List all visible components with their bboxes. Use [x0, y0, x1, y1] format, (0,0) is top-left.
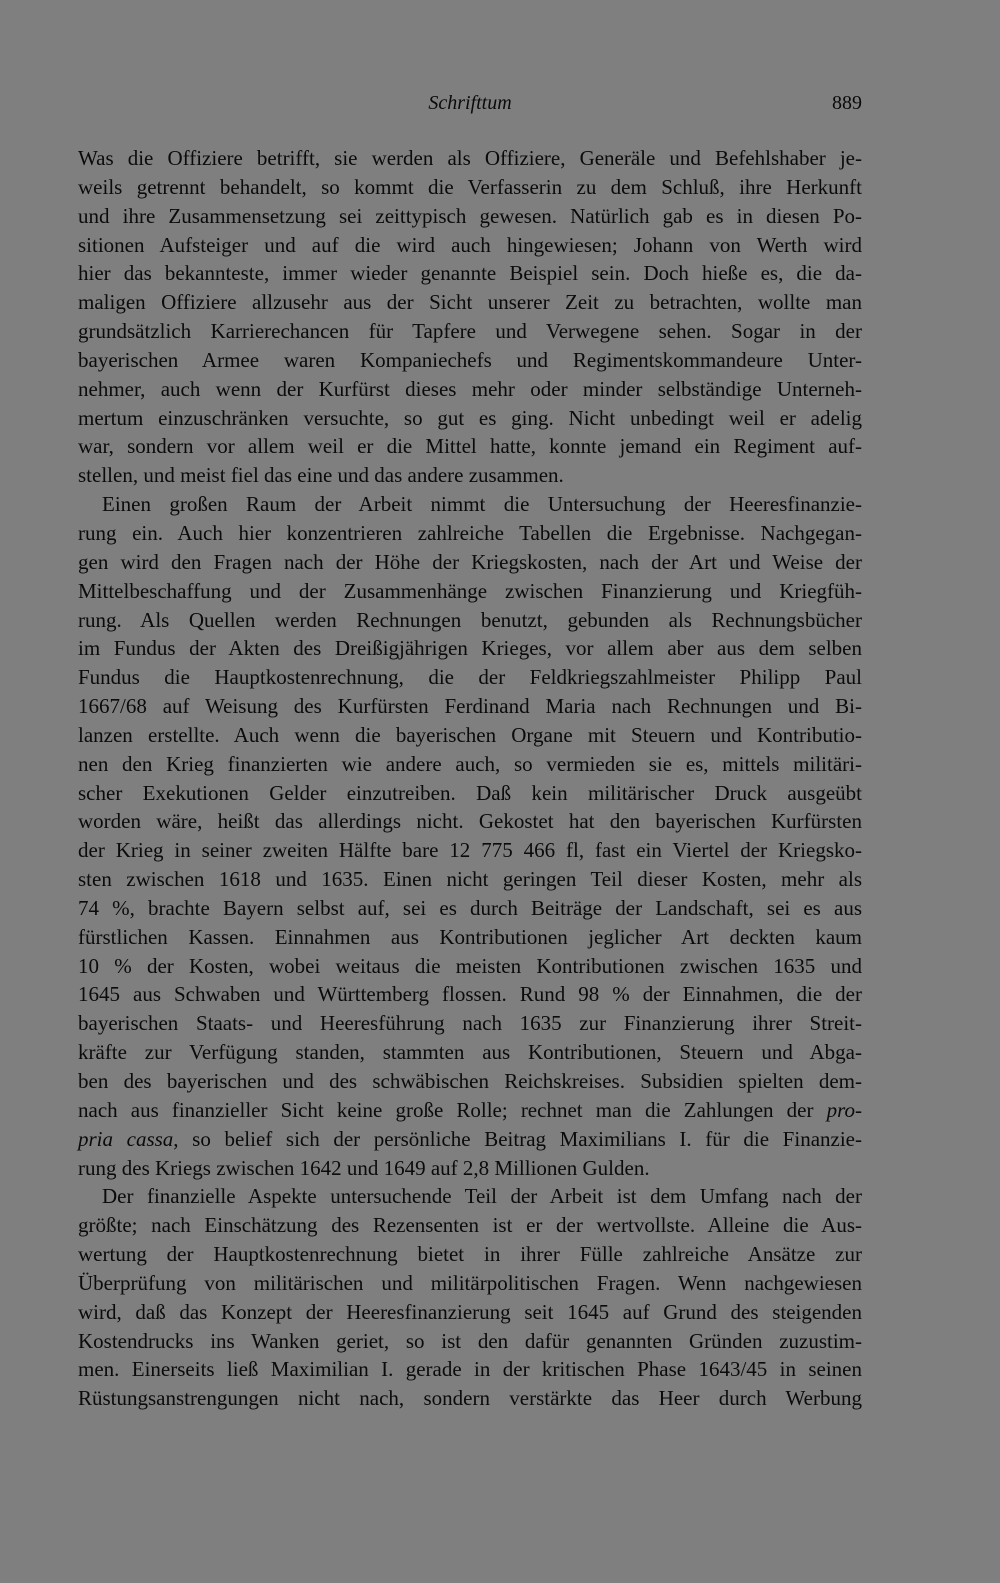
text-line: rung. Als Quellen werden Rechnungen benutzt, gebunden als Rechnungsbücher — [78, 607, 862, 632]
text-line: Kostendrucks ins Wanken geriet, so ist den dafür genannten Gründen zuzustim- — [78, 1328, 862, 1353]
text-line: gen wird den Fragen nach der Höhe der Kriegskosten, nach der Art und Weise der — [78, 549, 862, 574]
text-line: sitionen Aufsteiger und auf die wird auch hingewiesen; Johann von Werth wird — [78, 232, 862, 257]
running-head — [78, 88, 862, 118]
text-line: Rüstungsanstrengungen nicht nach, sondern verstärkte das Heer durch Werbung — [78, 1386, 862, 1411]
text-line: rung des Kriegs zwischen 1642 und 1649 auf 2,8 Millionen Gulden. — [78, 1155, 650, 1180]
text-line — [78, 1125, 862, 1154]
text-line: 74 %, brachte Bayern selbst auf, sei es durch Beiträge der Landschaft, sei es aus — [78, 895, 862, 920]
text-line: und ihre Zusammensetzung sei zeittypisch gewesen. Natürlich gab es in diesen Po- — [78, 203, 862, 228]
text-line: hier das bekannteste, immer wieder genannte Beispiel sein. Doch hieße es, die da- — [78, 261, 862, 286]
text-line: wertung der Hauptkostenrechnung bietet in ihrer Fülle zahlreiche Ansätze zur — [78, 1242, 862, 1267]
text-line: lanzen erstellte. Auch wenn die bayerischen Organe mit Steuern und Kontributio- — [78, 722, 862, 747]
text-line: scher Exekutionen Gelder einzutreiben. Daß kein militärischer Druck ausgeübt — [78, 780, 862, 805]
text-line: Mittelbeschaffung und der Zusammenhänge zwischen Finanzierung und Kriegfüh- — [78, 578, 862, 603]
text-line: ben des bayerischen und des schwäbischen Reichskreises. Subsidien spielten dem- — [78, 1069, 862, 1093]
text-line: kräfte zur Verfügung standen, stammten aus Kontributionen, Steuern und Abga- — [78, 1040, 862, 1065]
text-line: stellen, und meist fiel das eine und das andere zusammen. — [78, 463, 564, 488]
text-line: 1667/68 auf Weisung des Kurfürsten Ferdinand Maria nach Rechnungen und Bi- — [78, 694, 862, 719]
text-line: 10 % der Kosten, wobei weitaus die meisten Kontributionen zwischen 1635 und — [78, 953, 862, 978]
text-line — [78, 1096, 862, 1125]
text-line: fürstlichen Kassen. Einnahmen aus Kontributionen jeglicher Art deckten kaum — [78, 924, 862, 949]
text-line: Überprüfung von militärischen und militärpolitischen Fragen. Wenn nachgewiesen — [78, 1270, 862, 1295]
text-line: 1645 aus Schwaben und Württemberg flossen. Rund 98 % der Einnahmen, die der — [78, 982, 862, 1007]
text-line: Fundus die Hauptkostenrechnung, die der Feldkriegszahlmeister Philipp Paul — [78, 665, 862, 690]
running-title: Schrifttum — [428, 92, 512, 114]
italic-text: pria cassa — [78, 1126, 174, 1151]
text-line: Was die Offiziere betrifft, sie werden als Offiziere, Generäle und Befehlshaber je- — [78, 146, 862, 170]
page-number: 889 — [832, 92, 862, 114]
text-line: men. Einerseits ließ Maximilian I. gerade in der kritischen Phase 1643/45 in seinen — [78, 1357, 862, 1382]
paragraph-1 — [78, 144, 862, 490]
body-text — [78, 144, 862, 1413]
text-line: wird, daß das Konzept der Heeresfinanzierung seit 1645 auf Grund des steigenden — [78, 1299, 862, 1324]
text-line: maligen Offiziere allzusehr aus der Sicht unserer Zeit zu betrachten, wollte man — [78, 290, 862, 315]
italic-text: pro- — [826, 1097, 862, 1122]
text-line: größte; nach Einschätzung des Rezensenten ist er der wertvollste. Alleine die Aus- — [78, 1213, 862, 1238]
text-line: Einen großen Raum der Arbeit nimmt die Untersuchung der Heeresfinanzie- — [102, 492, 862, 517]
text-run: , so belief sich der persönliche Beitrag Maximilians I. für die Finanzie- — [173, 1126, 862, 1151]
text-line: weils getrennt behandelt, so kommt die Verfasserin zu dem Schluß, ihre Herkunft — [78, 174, 862, 199]
text-line: nen den Krieg finanzierten wie andere auch, so vermieden sie es, mittels militäri- — [78, 751, 862, 776]
text-line: grundsätzlich Karrierechancen für Tapfere und Verwegene sehen. Sogar in der — [78, 319, 862, 344]
text-line: der Krieg in seiner zweiten Hälfte bare 12 775 466 fl, fast ein Viertel der Kriegsko- — [78, 838, 862, 863]
paragraph-3 — [78, 1182, 862, 1413]
paragraph-2 — [78, 490, 862, 1182]
text-line: mertum einzuschränken versuchte, so gut es ging. Nicht unbedingt weil er adelig — [78, 405, 862, 430]
text-line: sten zwischen 1618 und 1635. Einen nicht geringen Teil dieser Kosten, mehr als — [78, 867, 862, 892]
text-line: worden wäre, heißt das allerdings nicht. Gekostet hat den bayerischen Kurfürsten — [78, 809, 862, 834]
text-line: Der finanzielle Aspekte untersuchende Teil der Arbeit ist dem Umfang nach der — [102, 1184, 862, 1209]
text-line: rung ein. Auch hier konzentrieren zahlreiche Tabellen die Ergebnisse. Nachgegan- — [78, 520, 862, 545]
text-line: bayerischen Staats- und Heeresführung nach 1635 zur Finanzierung ihrer Streit- — [78, 1011, 862, 1036]
text-line: nehmer, auch wenn der Kurfürst dieses mehr oder minder selbständige Unterneh- — [78, 376, 862, 401]
text-line: war, sondern vor allem weil er die Mittel hatte, konnte jemand ein Regiment auf- — [78, 434, 862, 459]
text-line: im Fundus der Akten des Dreißigjährigen Krieges, vor allem aber aus dem selben — [78, 636, 862, 661]
text-line: bayerischen Armee waren Kompaniechefs und Regimentskommandeure Unter- — [78, 347, 862, 372]
text-run: nach aus finanzieller Sicht keine große Rolle; rechnet man die Zahlungen der — [78, 1097, 827, 1122]
